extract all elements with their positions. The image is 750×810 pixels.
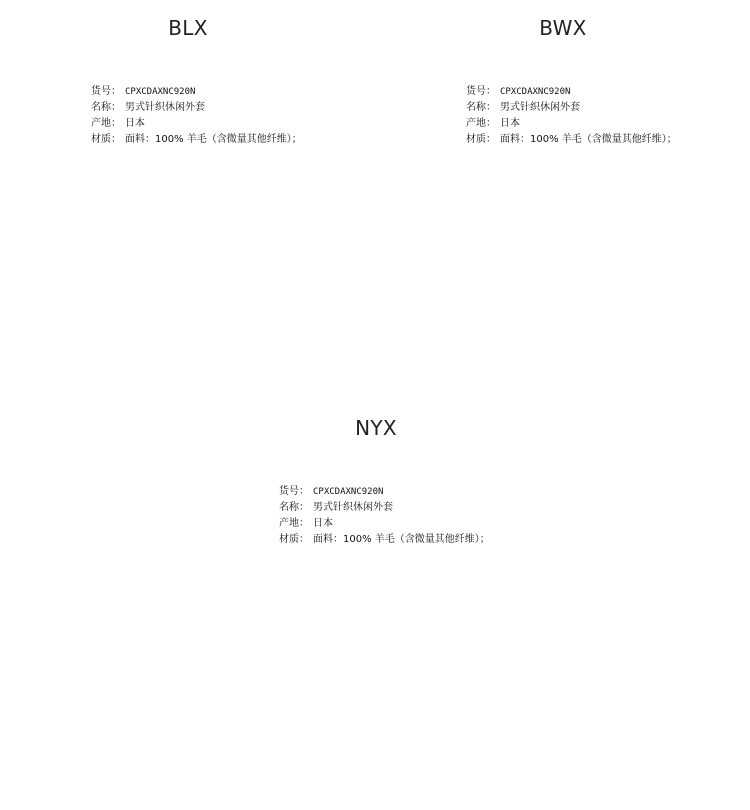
spec-value: 面料：100% 羊毛（含微量其他纤维）； [500,134,677,145]
spec-label: 货号 [91,86,111,97]
spec-row-material [466,132,677,148]
spec-label: 材质 [279,534,299,545]
product-code-title: BLX [168,16,208,40]
product-code-title: BWX [539,16,587,40]
spec-value: 日本 [500,118,520,129]
spec-separator: ： [486,102,496,113]
spec-list [91,84,302,148]
spec-label: 产地 [91,118,111,129]
spec-label: 材质 [91,134,111,145]
spec-row-item-number [466,84,677,100]
spec-row-item-number [279,484,490,500]
spec-row-origin [279,516,490,532]
spec-label: 名称 [91,102,111,113]
spec-label: 货号 [466,86,486,97]
spec-separator: ： [111,86,121,97]
spec-label: 货号 [279,486,299,497]
product-code-title: NYX [355,416,397,440]
spec-separator: ： [299,502,309,513]
spec-label: 名称 [279,502,299,513]
spec-separator: ： [111,118,121,129]
spec-row-material [91,132,302,148]
spec-row-origin [91,116,302,132]
spec-separator: ： [299,486,309,497]
spec-value: 日本 [313,518,333,529]
spec-separator: ： [111,102,121,113]
spec-separator: ： [299,518,309,529]
spec-list [466,84,677,148]
spec-separator: ： [299,534,309,545]
spec-list [279,484,490,548]
spec-label: 产地 [466,118,486,129]
spec-label: 产地 [279,518,299,529]
spec-row-item-number [91,84,302,100]
spec-value: 男式针织休闲外套 [500,102,580,113]
spec-value: 面料：100% 羊毛（含微量其他纤维）； [313,534,490,545]
spec-value: CPXCDAXNC920N [313,487,384,497]
spec-label: 材质 [466,134,486,145]
spec-row-name [466,100,677,116]
spec-row-name [279,500,490,516]
spec-value: 男式针织休闲外套 [125,102,205,113]
spec-value: 日本 [125,118,145,129]
spec-label: 名称 [466,102,486,113]
spec-row-name [91,100,302,116]
spec-separator: ： [486,118,496,129]
spec-row-material [279,532,490,548]
spec-separator: ： [111,134,121,145]
spec-separator: ： [486,86,496,97]
spec-value: 男式针织休闲外套 [313,502,393,513]
spec-value: 面料：100% 羊毛（含微量其他纤维）； [125,134,302,145]
spec-value: CPXCDAXNC920N [125,87,196,97]
spec-separator: ： [486,134,496,145]
spec-row-origin [466,116,677,132]
spec-value: CPXCDAXNC920N [500,87,571,97]
